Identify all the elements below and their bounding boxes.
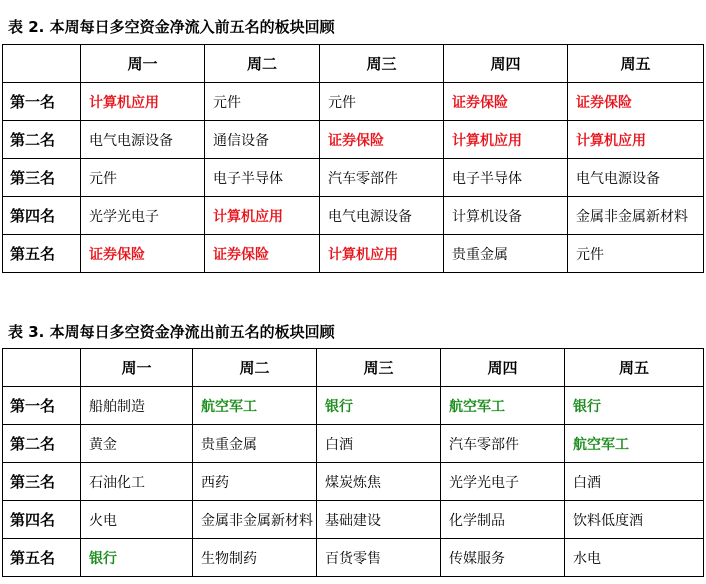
table-row bbox=[3, 425, 704, 463]
sector-cell: 汽车零部件 bbox=[320, 159, 444, 197]
day-header: 周三 bbox=[317, 349, 441, 387]
sector-cell: 贵重金属 bbox=[193, 425, 317, 463]
sector-cell: 光学光电子 bbox=[81, 197, 205, 235]
table-row bbox=[3, 159, 704, 197]
sector-cell: 饮料低度酒 bbox=[565, 501, 704, 539]
rank-label: 第四名 bbox=[3, 197, 81, 235]
sector-cell: 煤炭炼焦 bbox=[317, 463, 441, 501]
rank-label: 第一名 bbox=[3, 83, 81, 121]
sector-cell: 金属非金属新材料 bbox=[193, 501, 317, 539]
sector-cell: 证券保险 bbox=[320, 121, 444, 159]
table-row bbox=[3, 83, 704, 121]
sector-cell: 电子半导体 bbox=[205, 159, 320, 197]
sector-cell: 证券保险 bbox=[444, 83, 568, 121]
day-header: 周二 bbox=[193, 349, 317, 387]
sector-cell: 白酒 bbox=[565, 463, 704, 501]
sector-cell: 银行 bbox=[317, 387, 441, 425]
day-header: 周一 bbox=[81, 349, 193, 387]
table-row bbox=[3, 501, 704, 539]
sector-cell: 光学光电子 bbox=[441, 463, 565, 501]
sector-cell: 西药 bbox=[193, 463, 317, 501]
day-header: 周二 bbox=[205, 45, 320, 83]
sector-cell: 生物制药 bbox=[193, 539, 317, 577]
inflow-top5-table bbox=[2, 44, 704, 273]
day-header: 周四 bbox=[444, 45, 568, 83]
table-row bbox=[3, 235, 704, 273]
day-header: 周五 bbox=[568, 45, 704, 83]
sector-cell: 计算机应用 bbox=[81, 83, 205, 121]
sector-cell: 贵重金属 bbox=[444, 235, 568, 273]
sector-cell: 电气电源设备 bbox=[568, 159, 704, 197]
sector-cell: 黄金 bbox=[81, 425, 193, 463]
outflow-top5-table bbox=[2, 348, 704, 577]
table-row bbox=[3, 121, 704, 159]
corner-cell bbox=[3, 45, 81, 83]
rank-label: 第三名 bbox=[3, 159, 81, 197]
rank-label: 第五名 bbox=[3, 235, 81, 273]
sector-cell: 航空军工 bbox=[441, 387, 565, 425]
sector-cell: 证券保险 bbox=[568, 83, 704, 121]
sector-cell: 石油化工 bbox=[81, 463, 193, 501]
day-header: 周五 bbox=[565, 349, 704, 387]
sector-cell: 计算机设备 bbox=[444, 197, 568, 235]
table-row bbox=[3, 197, 704, 235]
header-row bbox=[3, 45, 704, 83]
sector-cell: 证券保险 bbox=[81, 235, 205, 273]
sector-cell: 百货零售 bbox=[317, 539, 441, 577]
sector-cell: 计算机应用 bbox=[568, 121, 704, 159]
sector-cell: 元件 bbox=[205, 83, 320, 121]
header-row bbox=[3, 349, 704, 387]
sector-cell: 计算机应用 bbox=[205, 197, 320, 235]
sector-cell: 基础建设 bbox=[317, 501, 441, 539]
table-row bbox=[3, 387, 704, 425]
sector-cell: 元件 bbox=[320, 83, 444, 121]
table-row bbox=[3, 463, 704, 501]
sector-cell: 电气电源设备 bbox=[81, 121, 205, 159]
table-3-caption: 表 3. 本周每日多空资金净流出前五名的板块回顾 bbox=[8, 323, 335, 341]
sector-cell: 银行 bbox=[81, 539, 193, 577]
sector-cell: 水电 bbox=[565, 539, 704, 577]
sector-cell: 白酒 bbox=[317, 425, 441, 463]
sector-cell: 银行 bbox=[565, 387, 704, 425]
sector-cell: 传媒服务 bbox=[441, 539, 565, 577]
sector-cell: 船舶制造 bbox=[81, 387, 193, 425]
rank-label: 第三名 bbox=[3, 463, 81, 501]
sector-cell: 元件 bbox=[81, 159, 205, 197]
rank-label: 第二名 bbox=[3, 121, 81, 159]
table-2-caption: 表 2. 本周每日多空资金净流入前五名的板块回顾 bbox=[8, 18, 335, 36]
sector-cell: 元件 bbox=[568, 235, 704, 273]
table-row bbox=[3, 539, 704, 577]
day-header: 周四 bbox=[441, 349, 565, 387]
sector-cell: 计算机应用 bbox=[320, 235, 444, 273]
day-header: 周三 bbox=[320, 45, 444, 83]
sector-cell: 火电 bbox=[81, 501, 193, 539]
rank-label: 第四名 bbox=[3, 501, 81, 539]
sector-cell: 证券保险 bbox=[205, 235, 320, 273]
sector-cell: 通信设备 bbox=[205, 121, 320, 159]
sector-cell: 航空军工 bbox=[565, 425, 704, 463]
corner-cell bbox=[3, 349, 81, 387]
sector-cell: 航空军工 bbox=[193, 387, 317, 425]
sector-cell: 汽车零部件 bbox=[441, 425, 565, 463]
day-header: 周一 bbox=[81, 45, 205, 83]
sector-cell: 金属非金属新材料 bbox=[568, 197, 704, 235]
sector-cell: 计算机应用 bbox=[444, 121, 568, 159]
rank-label: 第一名 bbox=[3, 387, 81, 425]
sector-cell: 电子半导体 bbox=[444, 159, 568, 197]
rank-label: 第五名 bbox=[3, 539, 81, 577]
sector-cell: 化学制品 bbox=[441, 501, 565, 539]
rank-label: 第二名 bbox=[3, 425, 81, 463]
sector-cell: 电气电源设备 bbox=[320, 197, 444, 235]
